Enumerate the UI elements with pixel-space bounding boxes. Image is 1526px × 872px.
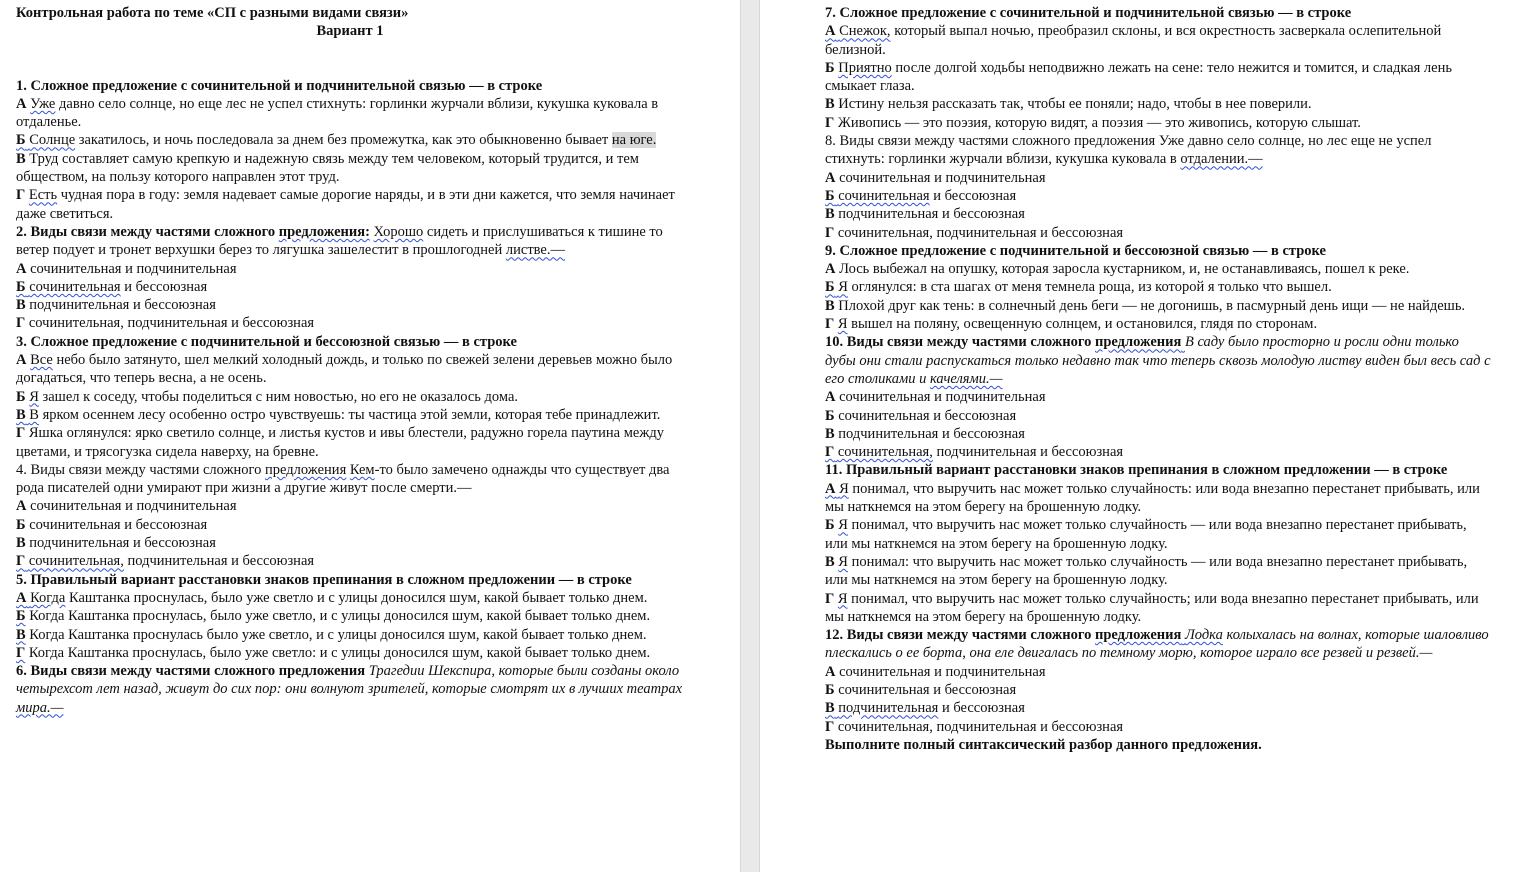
question-8-title: 8. Виды связи между частями сложного предложения Уже давно село солнце, но лес еще не успел стихнуть: горлинки журчали вблизи, кукушка куковала в отдалении.— (825, 133, 1432, 168)
question-11-option-v: В Я понимал: что выручить нас может только случайность — или вода внезапно перестанет прибывать, или мы наткнемся на этом берегу на брошенную лодку. (825, 553, 1468, 589)
question-12 (825, 626, 1493, 736)
question-2-option-b: Б сочинительная и бессоюзная (16, 278, 208, 295)
question-3 (16, 333, 684, 461)
question-1-title: 1. Сложное предложение с сочинительной и подчинительной связью — в строке (16, 77, 543, 94)
question-2-title: 2. Виды связи между частями сложного предложения: Хорошо сидеть и прислушиваться к тишине то ветер подует и тронет верхушки берез то лягушка зашелестит в прошлогодней листве.— (16, 223, 663, 259)
question-1-option-v: В Труд составляет самую крепкую и надежную связь между тем человеком, который трудится, и тем обществом, на пользу которого направлен этот труд. (16, 150, 639, 186)
question-4-option-a: А сочинительная и подчинительная (16, 498, 237, 515)
question-11-option-a: А Я понимал, что выручить нас может только случайность: или вода внезапно перестанет прибывать, или мы наткнемся на этом берегу на брошенную лодку. (825, 480, 1480, 516)
question-9-title: 9. Сложное предложение с подчинительной и бессоюзной связью — в строке (825, 242, 1326, 259)
question-6 (16, 662, 684, 717)
question-7-option-v: В Истину нельзя рассказать так, чтобы ее поняли; надо, чтобы в нее поверили. (825, 96, 1312, 113)
question-7-option-g: Г Живопись — это поэзия, которую видят, а поэзия — это живопись, которую слышат. (825, 114, 1361, 131)
question-10-option-g: Г сочинительная, подчинительная и бессоюзная (825, 444, 1124, 461)
question-12-option-v: В подчинительная и бессоюзная (825, 700, 1025, 717)
question-12-option-g: Г сочинительная, подчинительная и бессоюзная (825, 718, 1124, 735)
question-5-option-a: А Когда Каштанка проснулась, было уже светло и с улицы доносился шум, какой бывает только днем. (16, 589, 648, 606)
question-2-option-a: А сочинительная и подчинительная (16, 260, 237, 277)
question-12-option-a: А сочинительная и подчинительная (825, 663, 1046, 680)
question-2 (16, 223, 684, 333)
question-7-title: 7. Сложное предложение с сочинительной и подчинительной связью — в строке (825, 5, 1352, 21)
question-1 (16, 77, 684, 223)
question-5-option-g: Г Когда Каштанка проснулась, было уже светло: и с улицы доносился шум, какой бывает только днем. (16, 644, 651, 661)
question-11-option-b: Б Я понимал, что выручить нас может только случайность — или вода внезапно перестанет прибывать, или мы наткнемся на этом берегу на брошенную лодку. (825, 517, 1467, 552)
question-7-option-a: А Снежок, который выпал ночью, преобразил склоны, и вся окрестность засверкала ослепительной белизной. (825, 23, 1442, 58)
question-3-option-a: А Все небо было затянуто, шел мелкий холодный дождь, и только по свежей зелени деревьев можно было догадаться, что теперь весна, а не осень. (16, 352, 673, 387)
question-5-option-b: Б Когда Каштанка проснулась, было уже светло, и с улицы доносился шум, какой бывает только днем. (16, 608, 651, 625)
question-2-option-g: Г сочинительная, подчинительная и бессоюзная (16, 315, 315, 332)
doc-title: Контрольная работа по теме «СП с разными видами связи» (16, 5, 409, 21)
document-page-right (758, 0, 1526, 872)
question-4-title: 4. Виды связи между частями сложного предложения Кем-то было замечено однажды что существует два рода писателей одни умирают при жизни а другие живут после смерти.— (16, 461, 670, 497)
question-11-option-g: Г Я понимал, что выручить нас может только случайность; или вода внезапно перестанет прибывать, или мы наткнемся на этом берегу на брошенную лодку. (825, 590, 1479, 625)
question-8-option-v: В подчинительная и бессоюзная (825, 206, 1025, 223)
document-page-left (0, 0, 740, 872)
question-10-option-b: Б сочинительная и бессоюзная (825, 407, 1017, 424)
variant-label: Вариант 1 (316, 23, 384, 40)
question-12-option-b: Б сочинительная и бессоюзная (825, 681, 1017, 698)
question-1-option-a: А Уже давно село солнце, но еще лес не успел стихнуть: горлинки журчали вблизи, кукушка куковала в отдаленье. (16, 95, 659, 131)
question-10-option-v: В подчинительная и бессоюзная (825, 425, 1025, 442)
question-10-option-a: А сочинительная и подчинительная (825, 389, 1046, 406)
question-8 (825, 132, 1493, 242)
question-3-option-v: В В ярком осеннем лесу особенно остро чувствуешь: ты частица этой земли, которая тебе принадлежит. (16, 406, 661, 423)
question-1-option-g: Г Есть чудная пора в году: земля надевает самые дорогие наряды, и в эти дни кажется, что земля начинает даже светиться. (16, 187, 675, 222)
question-10 (825, 333, 1493, 461)
question-12-title: 12. Виды связи между частями сложного предложения Лодка колыхалась на волнах, которые шаловливо плескались о ее борта, она еле двигалась по темному морю, которое играло все резвей и резвей.— (825, 627, 1489, 662)
page-gutter (740, 0, 760, 872)
question-10-title: 10. Виды связи между частями сложного предложения В саду было просторно и росли одни только дубы они стали распускаться только недавно так что теперь сквозь молодую листву виден был весь сад с его столиками и качелями.— (825, 334, 1491, 387)
question-2-option-v: В подчинительная и бессоюзная (16, 297, 216, 314)
question-8-option-b: Б сочинительная и бессоюзная (825, 187, 1017, 204)
question-3-option-b: Б Я зашел к соседу, чтобы поделиться с ним новостью, но его не оказалось дома. (16, 388, 519, 405)
question-7-option-b: Б Приятно после долгой ходьбы неподвижно лежать на сене: тело нежится и томится, и сладкая лень смыкает глаза. (825, 59, 1452, 95)
question-9-option-v: В Плохой друг как тень: в солнечный день беги — не догонишь, в пасмурный день ищи — не найдешь. (825, 297, 1466, 314)
question-4 (16, 461, 684, 571)
question-5-option-v: В Когда Каштанка проснулась было уже светло, и с улицы доносился шум, какой бывает только днем. (16, 626, 647, 643)
question-9-option-g: Г Я вышел на поляну, освещенную солнцем, и остановился, глядя по сторонам. (825, 316, 1318, 333)
question-3-option-g: Г Яшка оглянулся: ярко светило солнце, и листья кустов и ивы блестели, радужно горела паутина между цветами, и трясогузка сидела наверху, на бревне. (16, 425, 664, 460)
question-6-title: 6. Виды связи между частями сложного предложения Трагедии Шекспира, которые были созданы около четырехсот лет назад, живут до сих пор: они волнуют зрителей, которые смотрят их в лучших театрах мира.— (16, 663, 683, 716)
question-8-option-a: А сочинительная и подчинительная (825, 169, 1046, 186)
question-9-option-b: Б Я оглянулся: в ста шагах от меня темнела роща, из которой я только что вышел. (825, 279, 1332, 296)
question-1-option-b: Б Солнце закатилось, и ночь последовала за днем без промежутка, как это обыкновенно бывает на юге. (16, 132, 657, 149)
question-4-option-b: Б сочинительная и бессоюзная (16, 516, 208, 533)
question-9-option-a: А Лось выбежал на опушку, которая заросла кустарником, и, не останавливаясь, пошел к реке. (825, 261, 1410, 278)
question-9 (825, 242, 1493, 333)
final-task: Выполните полный синтаксический разбор данного предложения. (825, 736, 1262, 753)
question-5 (16, 571, 684, 662)
question-5-title: 5. Правильный вариант расстановки знаков препинания в сложном предложении — в строке (16, 571, 632, 588)
question-11-title: 11. Правильный вариант расстановки знаков препинания в сложном предложении — в строке (825, 462, 1448, 479)
question-7 (825, 4, 1493, 132)
question-4-option-g: Г сочинительная, подчинительная и бессоюзная (16, 553, 315, 570)
question-3-title: 3. Сложное предложение с подчинительной и бессоюзной связью — в строке (16, 333, 517, 350)
question-4-option-v: В подчинительная и бессоюзная (16, 535, 216, 552)
question-8-option-g: Г сочинительная, подчинительная и бессоюзная (825, 224, 1124, 241)
question-11 (825, 461, 1493, 626)
